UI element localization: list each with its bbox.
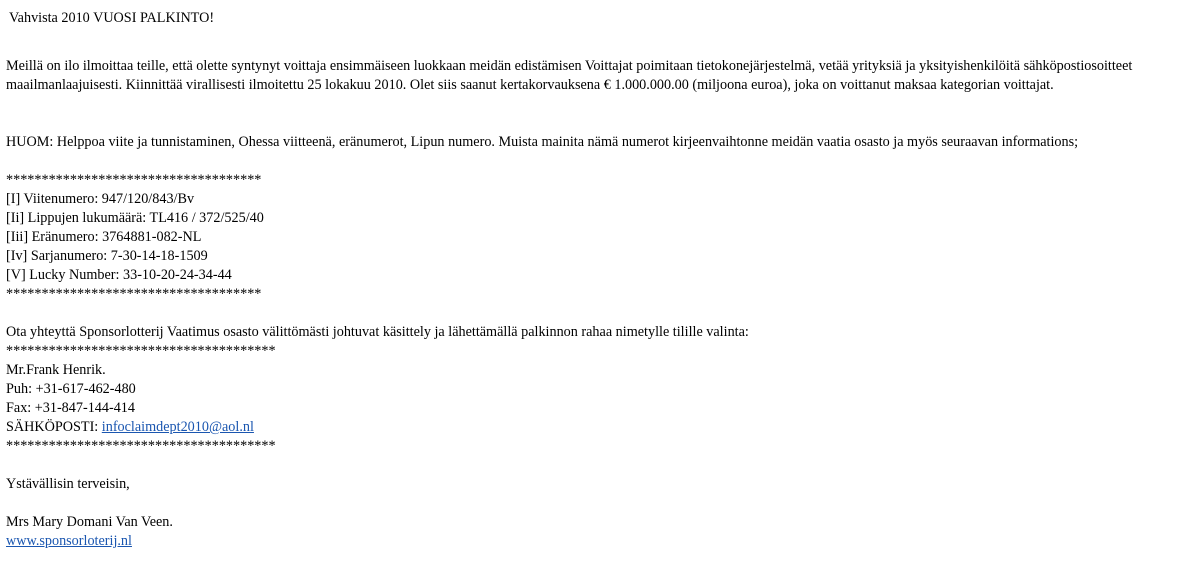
reference-line: [Iii] Eränumero: 3764881-082-NL bbox=[6, 229, 202, 245]
signature-name: Mrs Mary Domani Van Veen. bbox=[6, 514, 173, 530]
contact-intro: Ota yhteyttä Sponsorlotterij Vaatimus osasto välittömästi johtuvat käsittely ja lähettämällä palkinnon rahaa nimetylle tilille valinta: bbox=[6, 324, 749, 340]
contact-fax: Fax: +31-847-144-414 bbox=[6, 400, 135, 416]
website-link[interactable]: www.sponsorloterij.nl bbox=[6, 533, 132, 549]
reference-line: [Iv] Sarjanumero: 7-30-14-18-1509 bbox=[6, 248, 208, 264]
separator-top: ************************************ bbox=[6, 172, 262, 188]
separator-bottom: ************************************ bbox=[6, 286, 262, 302]
greeting: Ystävällisin terveisin, bbox=[6, 476, 130, 492]
email-subject: Vahvista 2010 VUOSI PALKINTO! bbox=[9, 10, 215, 26]
reference-line: [Ii] Lippujen lukumäärä: TL416 / 372/525/40 bbox=[6, 210, 264, 226]
reference-line: [V] Lucky Number: 33-10-20-24-34-44 bbox=[6, 267, 232, 283]
email-link[interactable]: infoclaimdept2010@aol.nl bbox=[101, 419, 254, 435]
contact-block bbox=[6, 361, 1182, 437]
reference-line: [I] Viitenumero: 947/120/843/Bv bbox=[6, 191, 195, 207]
reference-list bbox=[6, 190, 1182, 285]
email-label: SÄHKÖPOSTI: bbox=[6, 419, 102, 435]
intro-paragraph: Meillä on ilo ilmoittaa teille, että olette syntynyt voittaja ensimmäiseen luokkaan meidän edistämisen Voittajat poimitaan tietokonejärjestelmä, vetää yrityksiä ja yksityishenkilöitä sähköpostiosoitteet maailmanlaajuisesti. Kiinnittää virallisesti ilmoitettu 25 lokakuu 2010. Olet siis saanut kertakorvauksena € 1.000.000.00 (miljoona euroa), joka on voittanut maksaa kategorian voittajat. bbox=[6, 58, 1133, 93]
contact-separator-bottom: ************************************** bbox=[6, 438, 276, 454]
contact-phone: Puh: +31-617-462-480 bbox=[6, 381, 136, 397]
contact-separator-top: ************************************** bbox=[6, 343, 276, 359]
contact-email-row bbox=[6, 418, 1182, 437]
contact-name: Mr.Frank Henrik. bbox=[6, 362, 106, 378]
email-body bbox=[6, 0, 1182, 551]
website-row bbox=[6, 532, 1182, 551]
note-paragraph: HUOM: Helppoa viite ja tunnistaminen, Ohessa viitteenä, eränumerot, Lipun numero. Muista mainita nämä numerot kirjeenvaihtonne meidän vaatia osasto ja myös seuraavan informations; bbox=[6, 134, 1079, 150]
